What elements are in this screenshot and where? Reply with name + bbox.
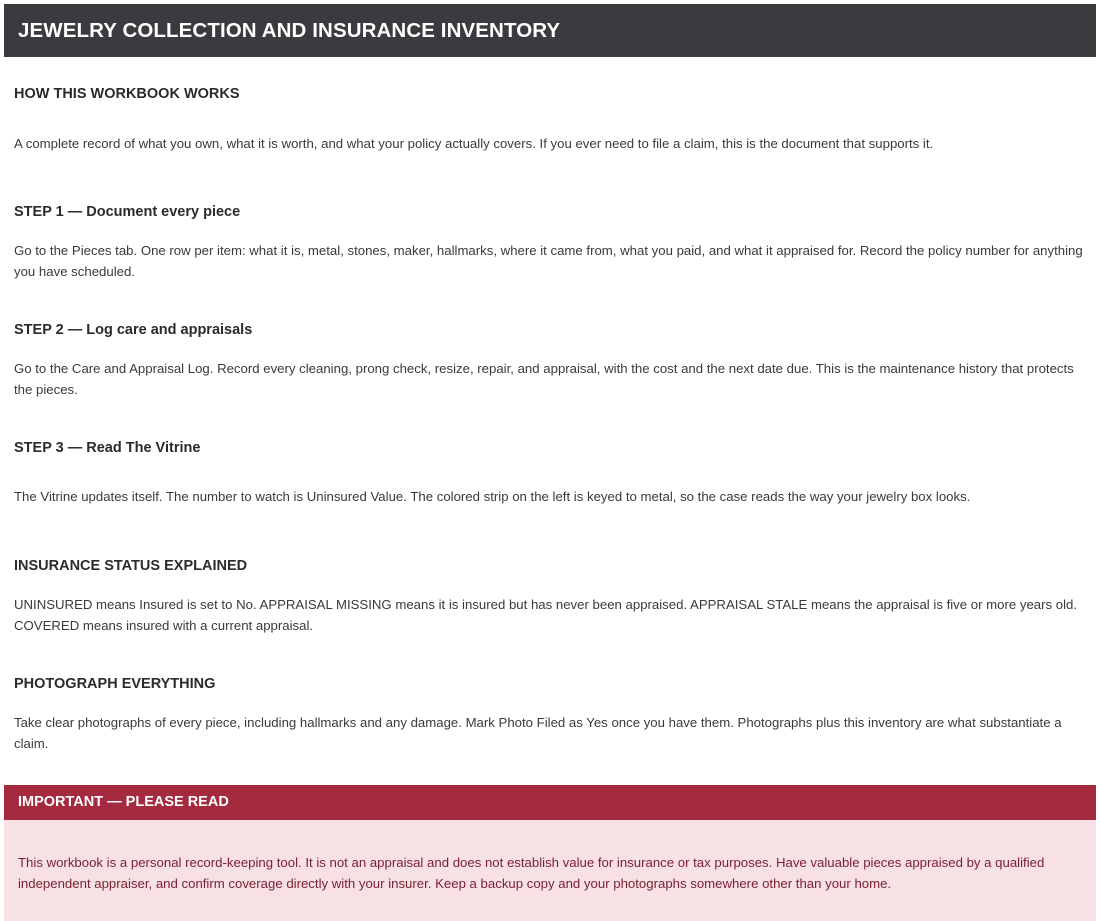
step3-section (14, 440, 1086, 456)
photo-section (14, 676, 1086, 692)
photo-text-block (14, 712, 1086, 754)
important-heading: IMPORTANT — PLEASE READ (4, 785, 1096, 820)
how-text: A complete record of what you own, what it is worth, and what your policy actually covers. If you ever need to file a claim, this is the document that supports it. (14, 136, 934, 151)
instructions-sheet (4, 4, 1096, 57)
status-heading: INSURANCE STATUS EXPLAINED (14, 558, 248, 574)
step3-heading: STEP 3 — Read The Vitrine (14, 440, 201, 456)
step1-heading: STEP 1 — Document every piece (14, 204, 241, 220)
step2-section (14, 322, 1086, 338)
important-body (4, 820, 1096, 921)
step1-section (14, 204, 1086, 220)
step2-heading: STEP 2 — Log care and appraisals (14, 322, 253, 338)
step2-text: Go to the Care and Appraisal Log. Record every cleaning, prong check, resize, repair, and appraisal, with the cost and the next date due. This is the maintenance history that protects the pieces. (14, 361, 1074, 397)
how-section (14, 86, 1086, 102)
status-section (14, 558, 1086, 574)
status-text: UNINSURED means Insured is set to No. APPRAISAL MISSING means it is insured but has never been appraised. APPRAISAL STALE means the appraisal is five or more years old. COVERED means insured with a current appraisal. (14, 597, 1078, 633)
status-text-block (14, 594, 1086, 636)
how-heading: HOW THIS WORKBOOK WORKS (14, 86, 240, 102)
photo-heading: PHOTOGRAPH EVERYTHING (14, 676, 216, 692)
step2-text-block (14, 358, 1086, 400)
workbook-title: JEWELRY COLLECTION AND INSURANCE INVENTORY (4, 4, 1096, 57)
step1-text-block (14, 240, 1086, 282)
how-text-block (14, 133, 1086, 154)
photo-text: Take clear photographs of every piece, including hallmarks and any damage. Mark Photo Filed as Yes once you have them. Photographs plus this inventory are what substantiate a claim. (14, 715, 1062, 751)
important-text: This workbook is a personal record-keeping tool. It is not an appraisal and does not establish value for insurance or tax purposes. Have valuable pieces appraised by a qualified independent appraiser, and confirm coverage directly with your insurer. Keep a backup copy and your photographs somewhere other than your home. (18, 855, 1045, 891)
step1-text: Go to the Pieces tab. One row per item: what it is, metal, stones, maker, hallmarks, where it came from, what you paid, and what it appraised for. Record the policy number for anything you have scheduled. (14, 243, 1083, 279)
step3-text-block (14, 486, 1086, 507)
step3-text: The Vitrine updates itself. The number to watch is Uninsured Value. The colored strip on the left is keyed to metal, so the case reads the way your jewelry box looks. (14, 489, 971, 504)
